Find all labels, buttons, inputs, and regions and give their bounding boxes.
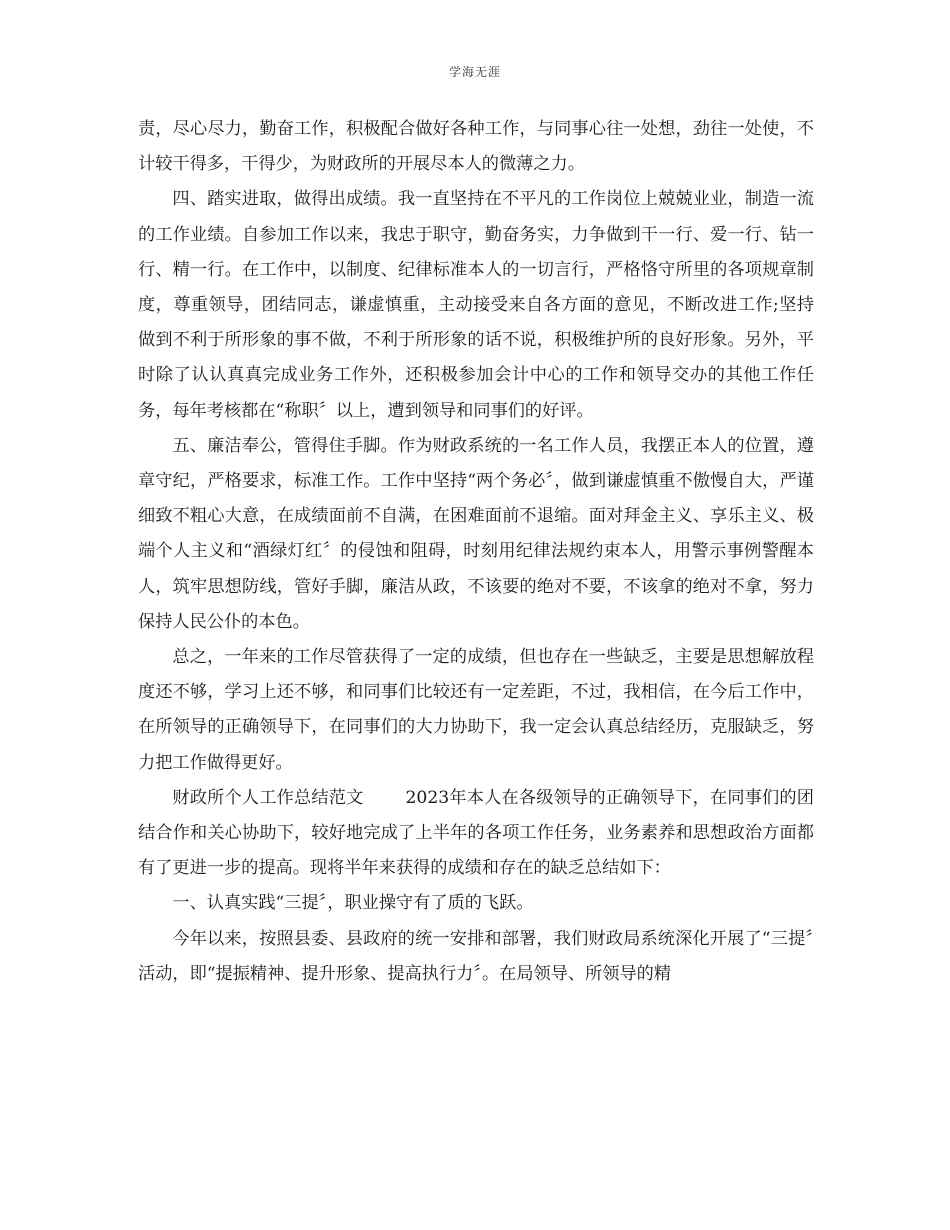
section-lead: 2023年本人在各级领导的正确领导下，在同事们的团结合作和关心协助下，较好地完成了上半年的各项工作任务，业务素养和思想政治方面都有了更进一步的提高。现将半年来获得的成绩和存在的缺乏总结如下：: [138, 787, 814, 879]
paragraph-continuation: 责，尽心尽力，勤奋工作，积极配合做好各种工作，与同事心往一处想，劲往一处使，不计较干得多，干得少，为财政所的开展尽本人的微薄之力。: [138, 119, 814, 175]
paragraph-point-four: 四、踏实进取，做得出成绩。我一直坚持在不平凡的工作岗位上兢兢业业，制造一流的工作业绩。自参加工作以来，我忠于职守，勤奋务实，力争做到干一行、爱一行、钻一行、精一行。在工作中，以制度、纪律标准本人的一切言行，严格恪守所里的各项规章制度，尊重领导，团结同志，谦虚慎重，主动接受来自各方面的意见，不断改进工作;坚持做到不利于所形象的事不做，不利于所形象的话不说，积极维护所的良好形象。另外，平时除了认认真真完成业务工作外，还积极参加会计中心的工作和领导交办的其他工作任务，每年考核都在“称职〞以上，遭到领导和同事们的好评。: [138, 189, 814, 421]
page-header: 学海无涯: [448, 65, 501, 79]
section-title: 财政所个人工作总结范文: [172, 787, 364, 808]
paragraph-section-start: [138, 781, 814, 887]
document-body: [138, 112, 814, 992]
paragraph-point-five: 五、廉洁奉公，管得住手脚。作为财政系统的一名工作人员，我摆正本人的位置，遵章守纪，严格要求，标准工作。工作中坚持“两个务必〞，做到谦虚慎重不傲慢自大，严谨细致不粗心大意，在成绩面前不自满，在困难面前不退缩。面对拜金主义、享乐主义、极端个人主义和“酒绿灯红〞的侵蚀和阻碍，时刻用纪律法规约束本人，用警示事例警醒本人，筑牢思想防线，管好手脚，廉洁从政，不该要的绝对不要，不该拿的绝对不拿，努力保持人民公仆的本色。: [138, 435, 814, 632]
paragraph-point-one-body: 今年以来，按照县委、县政府的统一安排和部署，我们财政局系统深化开展了“三提〞活动，即“提振精神、提升形象、提高执行力〞。在局领导、所领导的精: [138, 928, 814, 984]
paragraph-point-one-heading: 一、认真实践“三提〞，职业操守有了质的飞跃。: [172, 893, 534, 914]
paragraph-summary: 总之，一年来的工作尽管获得了一定的成绩，但也存在一些缺乏，主要是思想解放程度还不够，学习上还不够，和同事们比较还有一定差距，不过，我相信，在今后工作中，在所领导的正确领导下，在同事们的大力协助下，我一定会认真总结经历，克服缺乏，努力把工作做得更好。: [138, 647, 814, 773]
